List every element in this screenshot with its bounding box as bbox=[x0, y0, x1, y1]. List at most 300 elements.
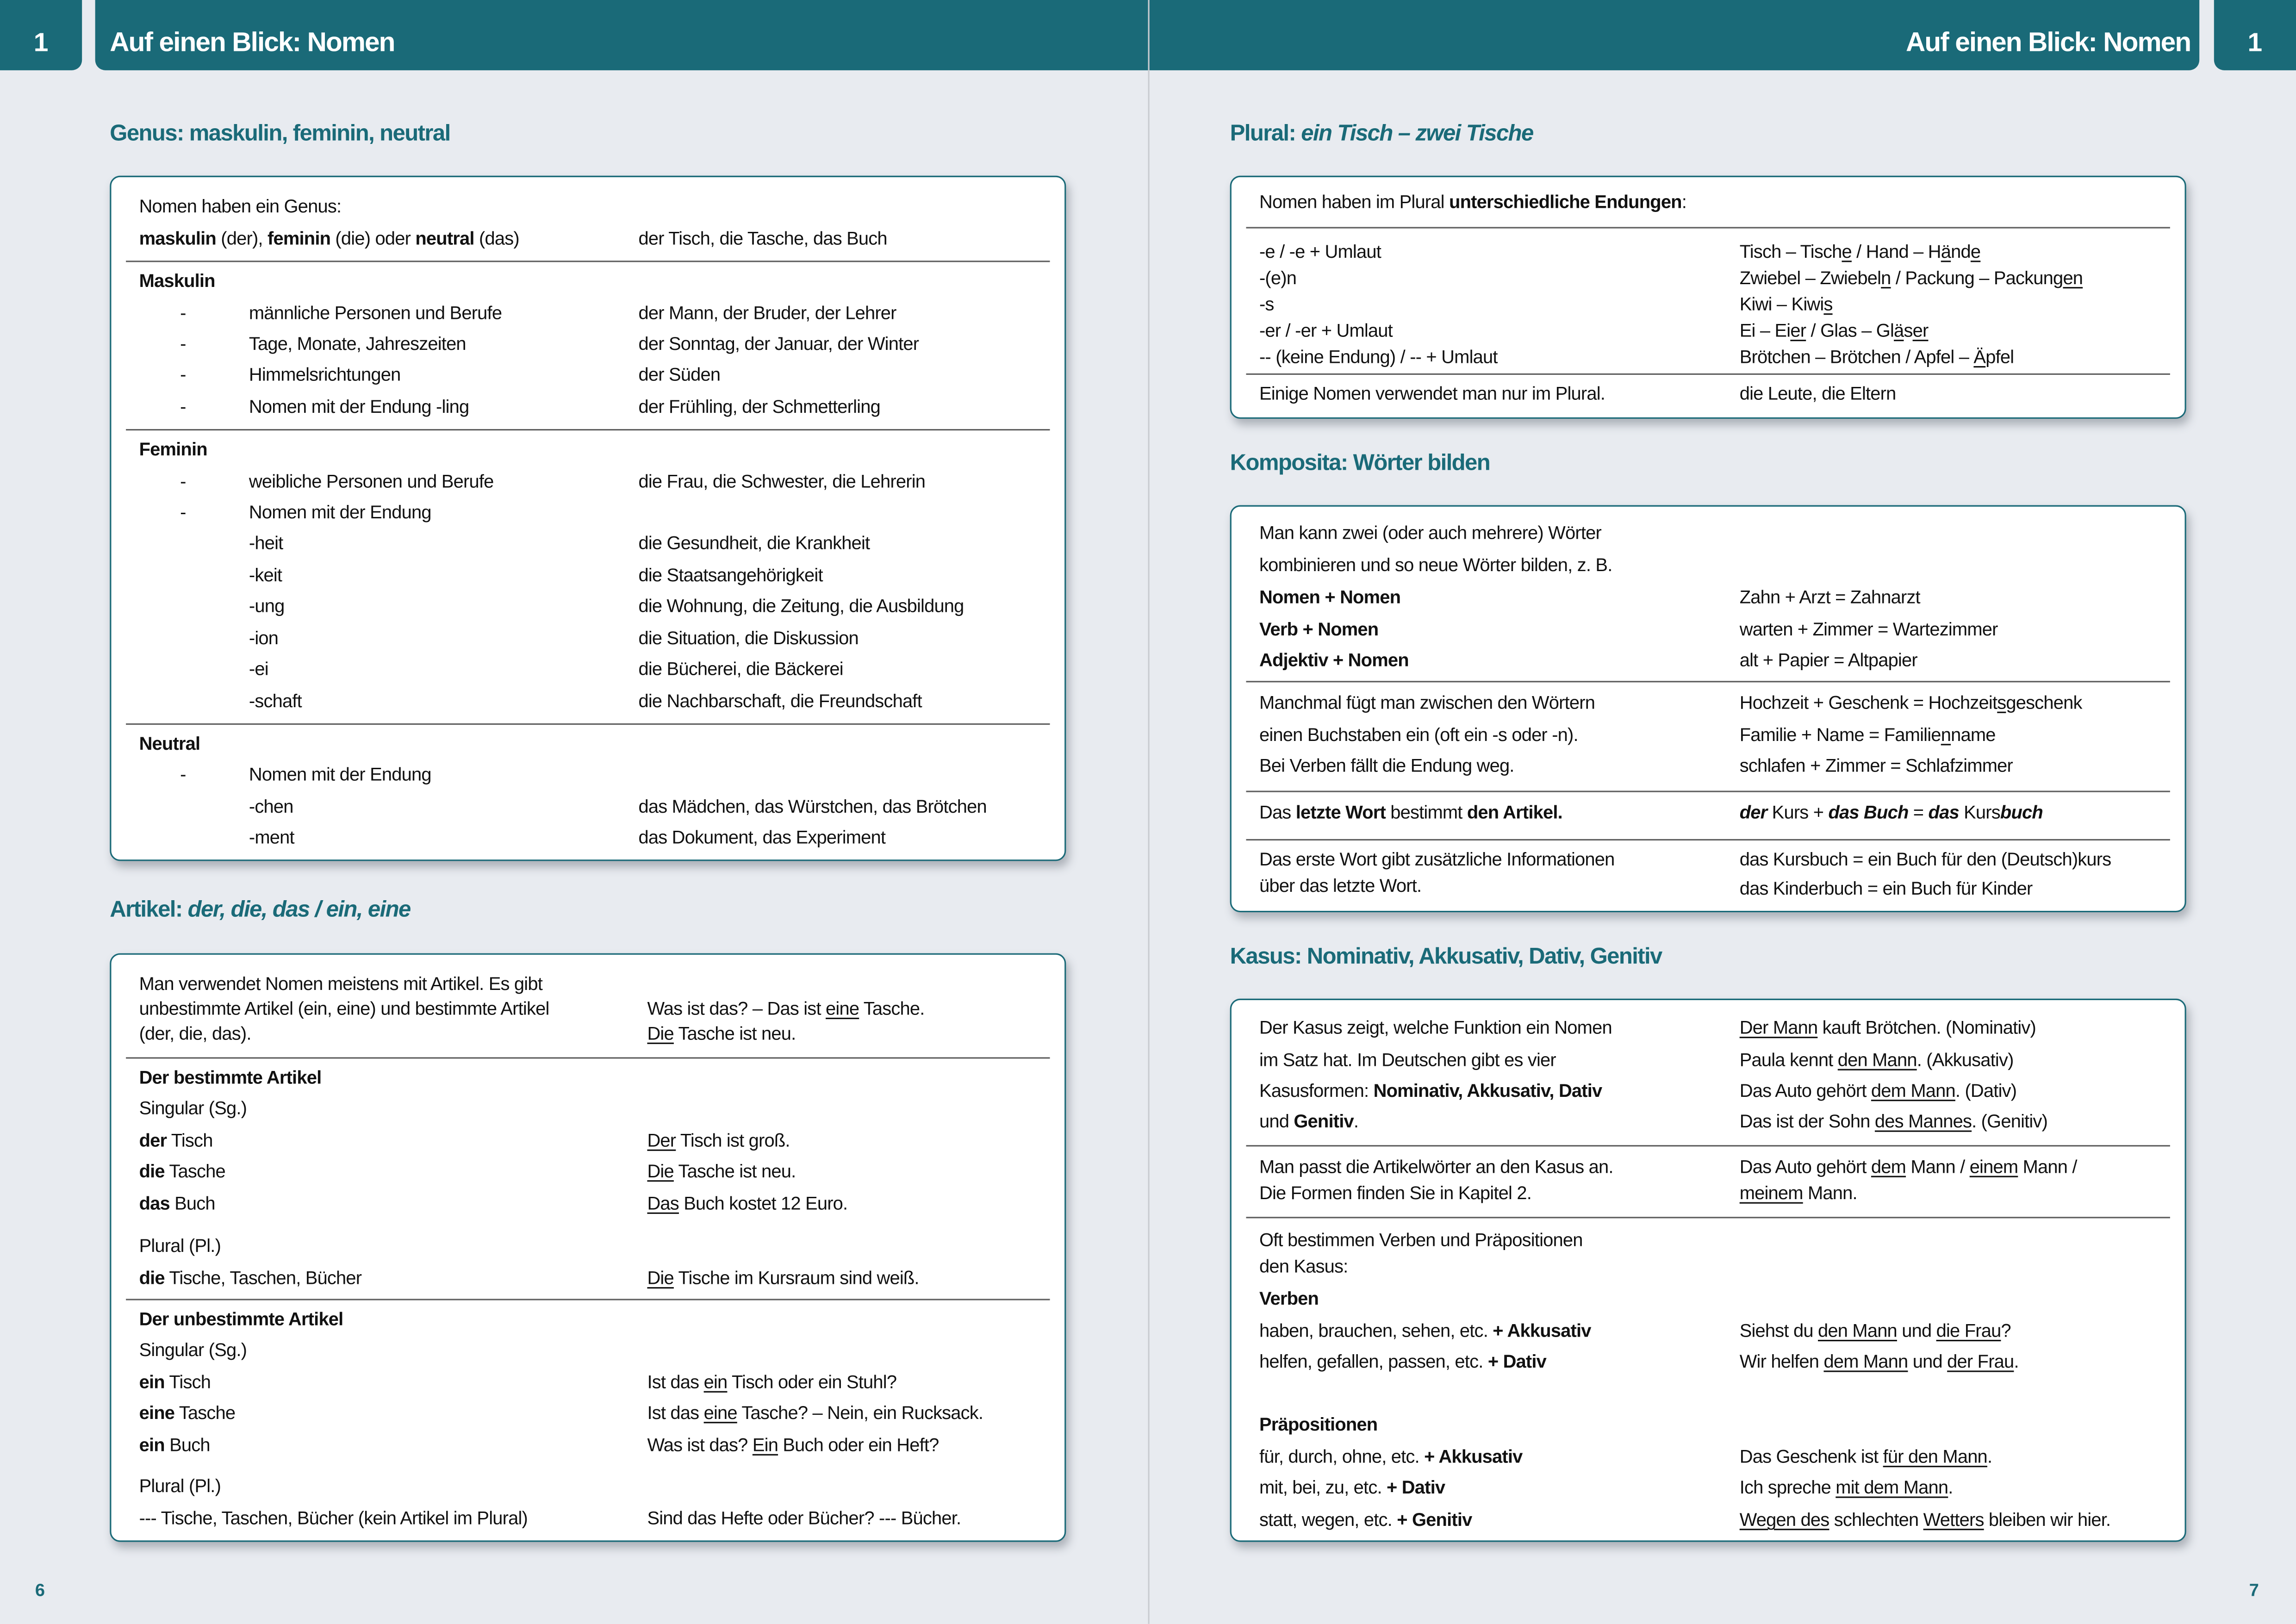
section-divider bbox=[126, 1057, 1050, 1059]
text-run: die Wohnung, die Zeitung, die Ausbildung bbox=[638, 596, 964, 617]
rule-text bbox=[249, 302, 502, 325]
rule-text bbox=[1259, 649, 1409, 672]
example-text bbox=[638, 531, 870, 555]
rule-text bbox=[249, 332, 466, 356]
rule-text bbox=[1259, 1255, 1348, 1278]
rule-text bbox=[1259, 554, 1612, 577]
bold-text: Nominativ, Akkusativ, Dativ bbox=[1373, 1080, 1602, 1101]
bold-text: der bbox=[139, 1130, 167, 1151]
text-run: Buch kostet 12 Euro. bbox=[678, 1193, 848, 1214]
text-run: . (Dativ) bbox=[1955, 1080, 2017, 1101]
text-run: die Frau, die Schwester, die Lehrerin bbox=[638, 471, 926, 492]
example-text bbox=[1740, 1476, 1953, 1500]
text-run: Nomen mit der Endung bbox=[249, 502, 431, 523]
list-bullet: - bbox=[180, 397, 186, 417]
text-run: mit, bei, zu, etc. bbox=[1259, 1477, 1387, 1498]
example-text bbox=[647, 1160, 796, 1183]
text-run: -chen bbox=[249, 796, 293, 817]
underlined-text: Der bbox=[647, 1130, 676, 1151]
text-run: Himmelsrichtungen bbox=[249, 364, 401, 386]
text-run: Buch bbox=[164, 1435, 210, 1456]
underlined-text: er bbox=[1790, 320, 1806, 342]
text-run: Kurs bbox=[1959, 802, 2000, 823]
rule-text bbox=[1259, 1229, 1583, 1252]
text-run: die Staatsangehörigkeit bbox=[638, 565, 823, 586]
text-run: das Kinderbuch = ein Buch für Kinder bbox=[1739, 878, 2033, 899]
text-run: Paula kennt bbox=[1739, 1050, 1838, 1070]
rule-text bbox=[1259, 190, 1686, 214]
text-run: warten + Zimmer = Wartezimmer bbox=[1739, 619, 1998, 640]
example-text bbox=[1740, 346, 2014, 369]
rule-text bbox=[1259, 586, 1400, 610]
rule-text bbox=[1259, 1350, 1546, 1374]
rule-text bbox=[1259, 801, 1562, 825]
example-text bbox=[1740, 382, 1896, 406]
left-chapter-number: 1 bbox=[33, 28, 49, 57]
bold-text: Verb + Nomen bbox=[1259, 619, 1379, 640]
example-text bbox=[647, 1267, 919, 1290]
rule-text bbox=[139, 972, 542, 996]
bold-text: Der bestimmte Artikel bbox=[139, 1067, 322, 1088]
page-number-right: 7 bbox=[2249, 1580, 2259, 1601]
rule-text bbox=[1259, 754, 1514, 778]
rule-text bbox=[249, 826, 294, 849]
example-text bbox=[1740, 1182, 1857, 1205]
section-divider bbox=[1246, 839, 2170, 841]
text-run: Mann / bbox=[1906, 1157, 1970, 1177]
text-run: -e / -e + Umlaut bbox=[1259, 242, 1381, 262]
text-run: und bbox=[1897, 1320, 1936, 1342]
artikel-box bbox=[110, 953, 1066, 1542]
text-run: für, durch, ohne, etc. bbox=[1259, 1446, 1425, 1468]
text-run: weibliche Personen und Berufe bbox=[249, 471, 494, 492]
text-run: statt, wegen, etc. bbox=[1259, 1509, 1397, 1531]
text-run: pfel bbox=[1985, 347, 2014, 368]
text-run: -ung bbox=[249, 596, 285, 617]
rule-text bbox=[1259, 1319, 1591, 1343]
text-run: Man kann zwei (oder auch mehrere) Wörter bbox=[1259, 523, 1601, 543]
rule-text bbox=[139, 1192, 215, 1215]
underlined-text: s bbox=[1823, 294, 1833, 315]
underlined-text: Das bbox=[647, 1193, 679, 1214]
text-run: Tasche. bbox=[859, 998, 925, 1020]
text-run: Das Auto gehört bbox=[1739, 1080, 1871, 1101]
bold-text: Maskulin bbox=[139, 271, 215, 292]
bold-text: letzte Wort bbox=[1295, 802, 1386, 823]
rule-text bbox=[249, 595, 285, 618]
text-run: Tisch oder ein Stuhl? bbox=[727, 1372, 897, 1393]
underlined-text: der Frau bbox=[1947, 1351, 2014, 1372]
rule-text bbox=[249, 658, 268, 681]
rule-text bbox=[139, 1160, 225, 1183]
rule-text bbox=[1259, 1413, 1377, 1437]
underlined-text: Die bbox=[647, 1268, 674, 1289]
rule-text bbox=[1259, 1155, 1613, 1179]
rule-text bbox=[1259, 1016, 1612, 1040]
text-run: die Situation, die Diskussion bbox=[638, 628, 859, 649]
text-run: (das) bbox=[474, 228, 519, 249]
text-run: ein Tisch – zwei Tische bbox=[1301, 121, 1533, 147]
list-bullet: - bbox=[180, 303, 186, 324]
text-run: bleiben wir hier. bbox=[1984, 1509, 2111, 1531]
section-title-artikel bbox=[110, 897, 410, 924]
text-run: Singular (Sg.) bbox=[139, 1339, 247, 1361]
text-run: . bbox=[1948, 1477, 1953, 1498]
text-run: Nomen mit der Endung -ling bbox=[249, 397, 469, 417]
section-title-komposita bbox=[1230, 451, 1490, 477]
example-text bbox=[638, 470, 925, 494]
text-run: Kurs + bbox=[1767, 802, 1829, 823]
text-run: Oft bestimmen Verben und Präpositionen bbox=[1259, 1230, 1583, 1251]
rule-text bbox=[249, 627, 278, 650]
rule-text bbox=[139, 438, 207, 461]
text-run: / Hand – H bbox=[1851, 242, 1941, 262]
text-run: Zahn + Arzt = Zahnarzt bbox=[1739, 587, 1920, 608]
underlined-text: Wetters bbox=[1923, 1509, 1984, 1531]
rule-text bbox=[139, 1401, 236, 1425]
example-text bbox=[1740, 723, 1996, 747]
text-run: Brötchen – Brötchen / Apfel – bbox=[1739, 347, 1974, 368]
text-run: der Tisch, die Tasche, das Buch bbox=[638, 228, 887, 249]
text-run: den Kasus: bbox=[1259, 1256, 1348, 1277]
underlined-text: die Frau bbox=[1936, 1320, 2001, 1342]
text-run: name bbox=[1951, 725, 1996, 746]
bold-text: Genitiv bbox=[1294, 1111, 1354, 1132]
text-run: Tisch bbox=[164, 1372, 211, 1393]
example-text bbox=[1740, 618, 1998, 641]
underlined-text: ä bbox=[1894, 320, 1904, 342]
bold-text: der bbox=[1739, 802, 1767, 823]
rule-text bbox=[139, 227, 519, 250]
text-run: der Süden bbox=[638, 364, 721, 386]
example-text bbox=[647, 1433, 939, 1457]
text-run: Tasche ist neu. bbox=[673, 1161, 796, 1182]
example-text bbox=[1740, 293, 1833, 317]
text-run: Siehst du bbox=[1739, 1320, 1818, 1342]
rule-text bbox=[139, 1475, 221, 1498]
example-text bbox=[1740, 1016, 2036, 1040]
text-run: Nomen haben ein Genus: bbox=[139, 196, 342, 217]
list-bullet: - bbox=[180, 502, 186, 523]
underlined-text: n bbox=[1941, 725, 1951, 746]
bold-text: buch bbox=[2000, 802, 2043, 823]
example-text bbox=[1740, 1079, 2017, 1103]
section-title-kasus bbox=[1230, 945, 1662, 971]
text-run: Komposita: Wörter bilden bbox=[1230, 451, 1490, 476]
text-run: Was ist das? bbox=[647, 1435, 753, 1456]
list-bullet: - bbox=[180, 471, 186, 492]
rule-text bbox=[1259, 1048, 1556, 1072]
example-text bbox=[1740, 691, 2082, 715]
text-run: Das bbox=[1259, 802, 1296, 823]
text-run: Tische im Kursraum sind weiß. bbox=[673, 1268, 919, 1289]
bold-text: ein bbox=[139, 1372, 165, 1393]
text-run: Tasche? – Nein, ein Rucksack. bbox=[737, 1403, 983, 1424]
example-text bbox=[1740, 586, 1920, 610]
text-run: Tage, Monate, Jahreszeiten bbox=[249, 334, 466, 355]
text-run: Man passt die Artikelwörter an den Kasus an. bbox=[1259, 1157, 1613, 1177]
example-text bbox=[638, 595, 964, 618]
text-run: ? bbox=[2001, 1320, 2011, 1342]
text-run: Manchmal fügt man zwischen den Wörtern bbox=[1259, 692, 1595, 713]
text-run: Hochzeit + Geschenk = Hochzeit bbox=[1739, 692, 1997, 713]
example-text bbox=[647, 1129, 790, 1152]
example-text bbox=[647, 1192, 847, 1215]
example-text bbox=[638, 227, 887, 250]
example-text bbox=[638, 826, 885, 849]
rule-text bbox=[1259, 1476, 1445, 1500]
rule-text bbox=[139, 1022, 251, 1045]
list-bullet: - bbox=[180, 364, 186, 386]
example-text bbox=[1740, 754, 2013, 778]
text-run: im Satz hat. Im Deutschen gibt es vier bbox=[1259, 1050, 1556, 1070]
rule-text bbox=[1259, 346, 1498, 369]
example-text bbox=[638, 658, 843, 681]
rule-text bbox=[139, 1129, 213, 1152]
text-run: Das ist der Sohn bbox=[1739, 1111, 1875, 1132]
section-divider bbox=[1246, 227, 2170, 229]
underlined-text: den Mann bbox=[1818, 1320, 1897, 1342]
rule-text bbox=[249, 395, 469, 419]
text-run: Artikel: bbox=[110, 897, 188, 923]
bold-text: + Akkusativ bbox=[1493, 1320, 1591, 1342]
underlined-text: einem bbox=[1969, 1157, 2018, 1177]
rule-text bbox=[249, 470, 494, 494]
text-run: Ist das bbox=[647, 1403, 704, 1424]
section-divider bbox=[126, 1299, 1050, 1300]
rule-text bbox=[249, 690, 302, 713]
bold-text: ein bbox=[139, 1435, 165, 1456]
bold-text: das bbox=[139, 1193, 170, 1214]
underlined-text: Ä bbox=[1973, 347, 1986, 368]
underlined-text: e bbox=[1970, 242, 1981, 262]
bold-text: die bbox=[139, 1161, 165, 1182]
kasus-box bbox=[1230, 999, 2186, 1542]
example-text bbox=[647, 1507, 961, 1531]
page-number-left: 6 bbox=[35, 1580, 45, 1601]
example-text bbox=[1740, 319, 1929, 343]
rule-text bbox=[1259, 618, 1378, 641]
text-run: Bei Verben fällt die Endung weg. bbox=[1259, 755, 1514, 776]
plural-box bbox=[1230, 176, 2186, 419]
bold-text: maskulin bbox=[139, 228, 216, 249]
rule-text bbox=[1259, 1110, 1358, 1133]
underlined-text: meinem bbox=[1739, 1183, 1803, 1204]
section-divider bbox=[126, 261, 1050, 262]
text-run: unbestimmte Artikel (ein, eine) und bestimmte Artikel bbox=[139, 998, 549, 1020]
rule-text bbox=[139, 997, 549, 1021]
rule-text bbox=[139, 732, 200, 756]
rule-text bbox=[139, 1066, 322, 1089]
bold-text: das Buch bbox=[1828, 802, 1909, 823]
text-run: schlafen + Zimmer = Schlafzimmer bbox=[1739, 755, 2013, 776]
rule-text bbox=[249, 501, 431, 524]
section-divider bbox=[1246, 1217, 2170, 1219]
rule-text bbox=[1259, 1287, 1319, 1311]
example-text bbox=[647, 1022, 796, 1045]
text-run: Der Kasus zeigt, welche Funktion ein Nomen bbox=[1259, 1017, 1612, 1039]
underlined-text: dem bbox=[1871, 1157, 1906, 1177]
rule-text bbox=[139, 1338, 247, 1362]
rule-text bbox=[1259, 1445, 1523, 1469]
example-text bbox=[1740, 1508, 2111, 1532]
example-text bbox=[647, 997, 924, 1021]
example-text bbox=[638, 363, 720, 387]
underlined-text: Der Mann bbox=[1739, 1017, 1818, 1039]
text-run: die Bücherei, die Bäckerei bbox=[638, 659, 843, 680]
text-run: Zwiebel – Zwiebel bbox=[1739, 268, 1881, 289]
example-text bbox=[1740, 1350, 2019, 1374]
text-run: Plural: bbox=[1230, 121, 1301, 147]
text-run: . (Akkusativ) bbox=[1916, 1050, 2014, 1070]
text-run: Die Formen finden Sie in Kapitel 2. bbox=[1259, 1183, 1531, 1204]
bold-text: feminin bbox=[268, 228, 331, 249]
section-title-plural bbox=[1230, 122, 1533, 148]
underlined-text: eine bbox=[703, 1403, 737, 1424]
example-text bbox=[1740, 1319, 2011, 1343]
rule-text bbox=[249, 795, 293, 819]
text-run: helfen, gefallen, passen, etc. bbox=[1259, 1351, 1488, 1372]
bold-text: Neutral bbox=[139, 734, 200, 754]
underlined-text: ein bbox=[703, 1372, 728, 1393]
text-run: Kiwi – Kiwi bbox=[1739, 294, 1824, 315]
underlined-text: mit dem Mann bbox=[1836, 1477, 1948, 1498]
example-text bbox=[1740, 240, 1981, 264]
rule-text bbox=[1259, 319, 1393, 343]
bold-text: Verben bbox=[1259, 1288, 1319, 1309]
rule-text bbox=[1259, 874, 1421, 898]
text-run: -s bbox=[1259, 294, 1274, 315]
text-run: Tisch bbox=[167, 1130, 213, 1151]
example-text bbox=[1740, 801, 2043, 825]
text-run: (der), bbox=[216, 228, 268, 249]
genus-box bbox=[110, 176, 1066, 861]
rule-text bbox=[249, 531, 283, 555]
text-run: Tisch ist groß. bbox=[676, 1130, 790, 1151]
example-text bbox=[638, 627, 858, 650]
section-divider bbox=[1246, 791, 2170, 793]
bold-text: Präpositionen bbox=[1259, 1414, 1378, 1435]
text-run: Kasusformen: bbox=[1259, 1080, 1374, 1101]
text-run: Tisch – Tisch bbox=[1739, 242, 1842, 262]
rule-text bbox=[1259, 382, 1605, 406]
left-chapter-title: Auf einen Blick: Nomen bbox=[110, 26, 395, 57]
text-run: -heit bbox=[249, 533, 283, 554]
example-text bbox=[1740, 1445, 1992, 1469]
underlined-text: er bbox=[1912, 320, 1929, 342]
text-run: das Dokument, das Experiment bbox=[638, 827, 886, 848]
right-chapter-number: 1 bbox=[2247, 28, 2263, 57]
text-run: Mann. bbox=[1803, 1183, 1857, 1204]
example-text bbox=[647, 1401, 983, 1425]
text-run: Was ist das? – Das ist bbox=[647, 998, 826, 1020]
text-run: -keit bbox=[249, 565, 282, 586]
text-run: Plural (Pl.) bbox=[139, 1236, 221, 1257]
underlined-text: Ein bbox=[752, 1435, 778, 1456]
text-run: Buch bbox=[169, 1193, 215, 1214]
text-run: --- Tische, Taschen, Bücher (kein Artikel im Plural) bbox=[139, 1508, 528, 1529]
text-run: -ment bbox=[249, 827, 294, 848]
text-run: schlechten bbox=[1829, 1509, 1923, 1531]
text-run: -(e)n bbox=[1259, 268, 1297, 289]
rule-text bbox=[139, 1507, 528, 1531]
rule-text bbox=[1259, 293, 1274, 317]
text-run: das Mädchen, das Würstchen, das Brötchen bbox=[638, 796, 987, 817]
text-run: Sind das Hefte oder Bücher? --- Bücher. bbox=[647, 1508, 961, 1529]
text-run: und bbox=[1908, 1351, 1948, 1372]
bold-text: Feminin bbox=[139, 439, 207, 460]
example-text bbox=[647, 1370, 896, 1394]
rule-text bbox=[249, 363, 401, 387]
text-run: Das erste Wort gibt zusätzliche Informationen bbox=[1259, 849, 1615, 870]
text-run: einen Buchstaben ein (oft ein -s oder -n). bbox=[1259, 725, 1578, 746]
text-run: bestimmt bbox=[1385, 802, 1467, 823]
text-run: Man verwendet Nomen meistens mit Artikel. Es gibt bbox=[139, 973, 542, 995]
rule-text bbox=[1259, 1182, 1531, 1205]
rule-text bbox=[139, 1370, 211, 1394]
bold-text: den Artikel. bbox=[1467, 802, 1562, 823]
rule-text bbox=[1259, 848, 1615, 871]
text-run: der Sonntag, der Januar, der Winter bbox=[638, 334, 919, 355]
rule-text bbox=[1259, 240, 1381, 264]
page-gutter bbox=[1148, 0, 1149, 1624]
section-title-genus bbox=[110, 122, 450, 148]
text-run: Plural (Pl.) bbox=[139, 1476, 221, 1497]
text-run: der Frühling, der Schmetterling bbox=[638, 397, 880, 417]
text-run: . bbox=[1353, 1111, 1359, 1132]
bold-text: + Akkusativ bbox=[1424, 1446, 1523, 1468]
text-run: Einige Nomen verwendet man nur im Plural. bbox=[1259, 383, 1605, 404]
text-run: Das Geschenk ist bbox=[1739, 1446, 1883, 1468]
text-run: Tasche ist neu. bbox=[673, 1023, 796, 1044]
section-divider bbox=[126, 429, 1050, 431]
underlined-text: e bbox=[1842, 242, 1852, 262]
bold-text: Nomen + Nomen bbox=[1259, 587, 1401, 608]
underlined-text: n bbox=[1881, 268, 1891, 289]
text-run: Tasche bbox=[164, 1161, 225, 1182]
section-divider bbox=[1246, 1145, 2170, 1147]
text-run: kauft Brötchen. (Nominativ) bbox=[1817, 1017, 2036, 1039]
text-run: (der, die, das). bbox=[139, 1023, 251, 1044]
underlined-text: für den Mann bbox=[1883, 1446, 1987, 1468]
example-text bbox=[638, 564, 822, 587]
rule-text bbox=[139, 1307, 343, 1331]
example-text bbox=[1740, 267, 2083, 290]
text-run: Buch oder ein Heft? bbox=[778, 1435, 939, 1456]
text-run: Tische, Taschen, Bücher bbox=[164, 1268, 362, 1289]
text-run: haben, brauchen, sehen, etc. bbox=[1259, 1320, 1493, 1342]
text-run: . bbox=[2014, 1351, 2019, 1372]
rule-text bbox=[139, 1433, 210, 1457]
text-run: die Leute, die Eltern bbox=[1739, 383, 1896, 404]
example-text bbox=[638, 332, 919, 356]
section-divider bbox=[1246, 681, 2170, 683]
bold-text: Adjektiv + Nomen bbox=[1259, 650, 1409, 671]
underlined-text: ä bbox=[1941, 242, 1951, 262]
rule-text bbox=[1259, 1508, 1472, 1532]
bold-text: + Genitiv bbox=[1397, 1509, 1472, 1531]
list-bullet: - bbox=[180, 764, 186, 785]
text-run: Kasus: Nominativ, Akkusativ, Dativ, Genitiv bbox=[1230, 944, 1662, 970]
rule-text bbox=[139, 1234, 221, 1258]
text-run: die Gesundheit, die Krankheit bbox=[638, 533, 870, 554]
bold-text: neutral bbox=[415, 228, 474, 249]
text-run: das Kursbuch = ein Buch für den (Deutsch)kurs bbox=[1739, 849, 2111, 870]
text-run: nd bbox=[1951, 242, 1971, 262]
rule-text bbox=[1259, 723, 1578, 747]
text-run: Familie + Name = Familie bbox=[1739, 725, 1941, 746]
example-text bbox=[638, 690, 921, 713]
